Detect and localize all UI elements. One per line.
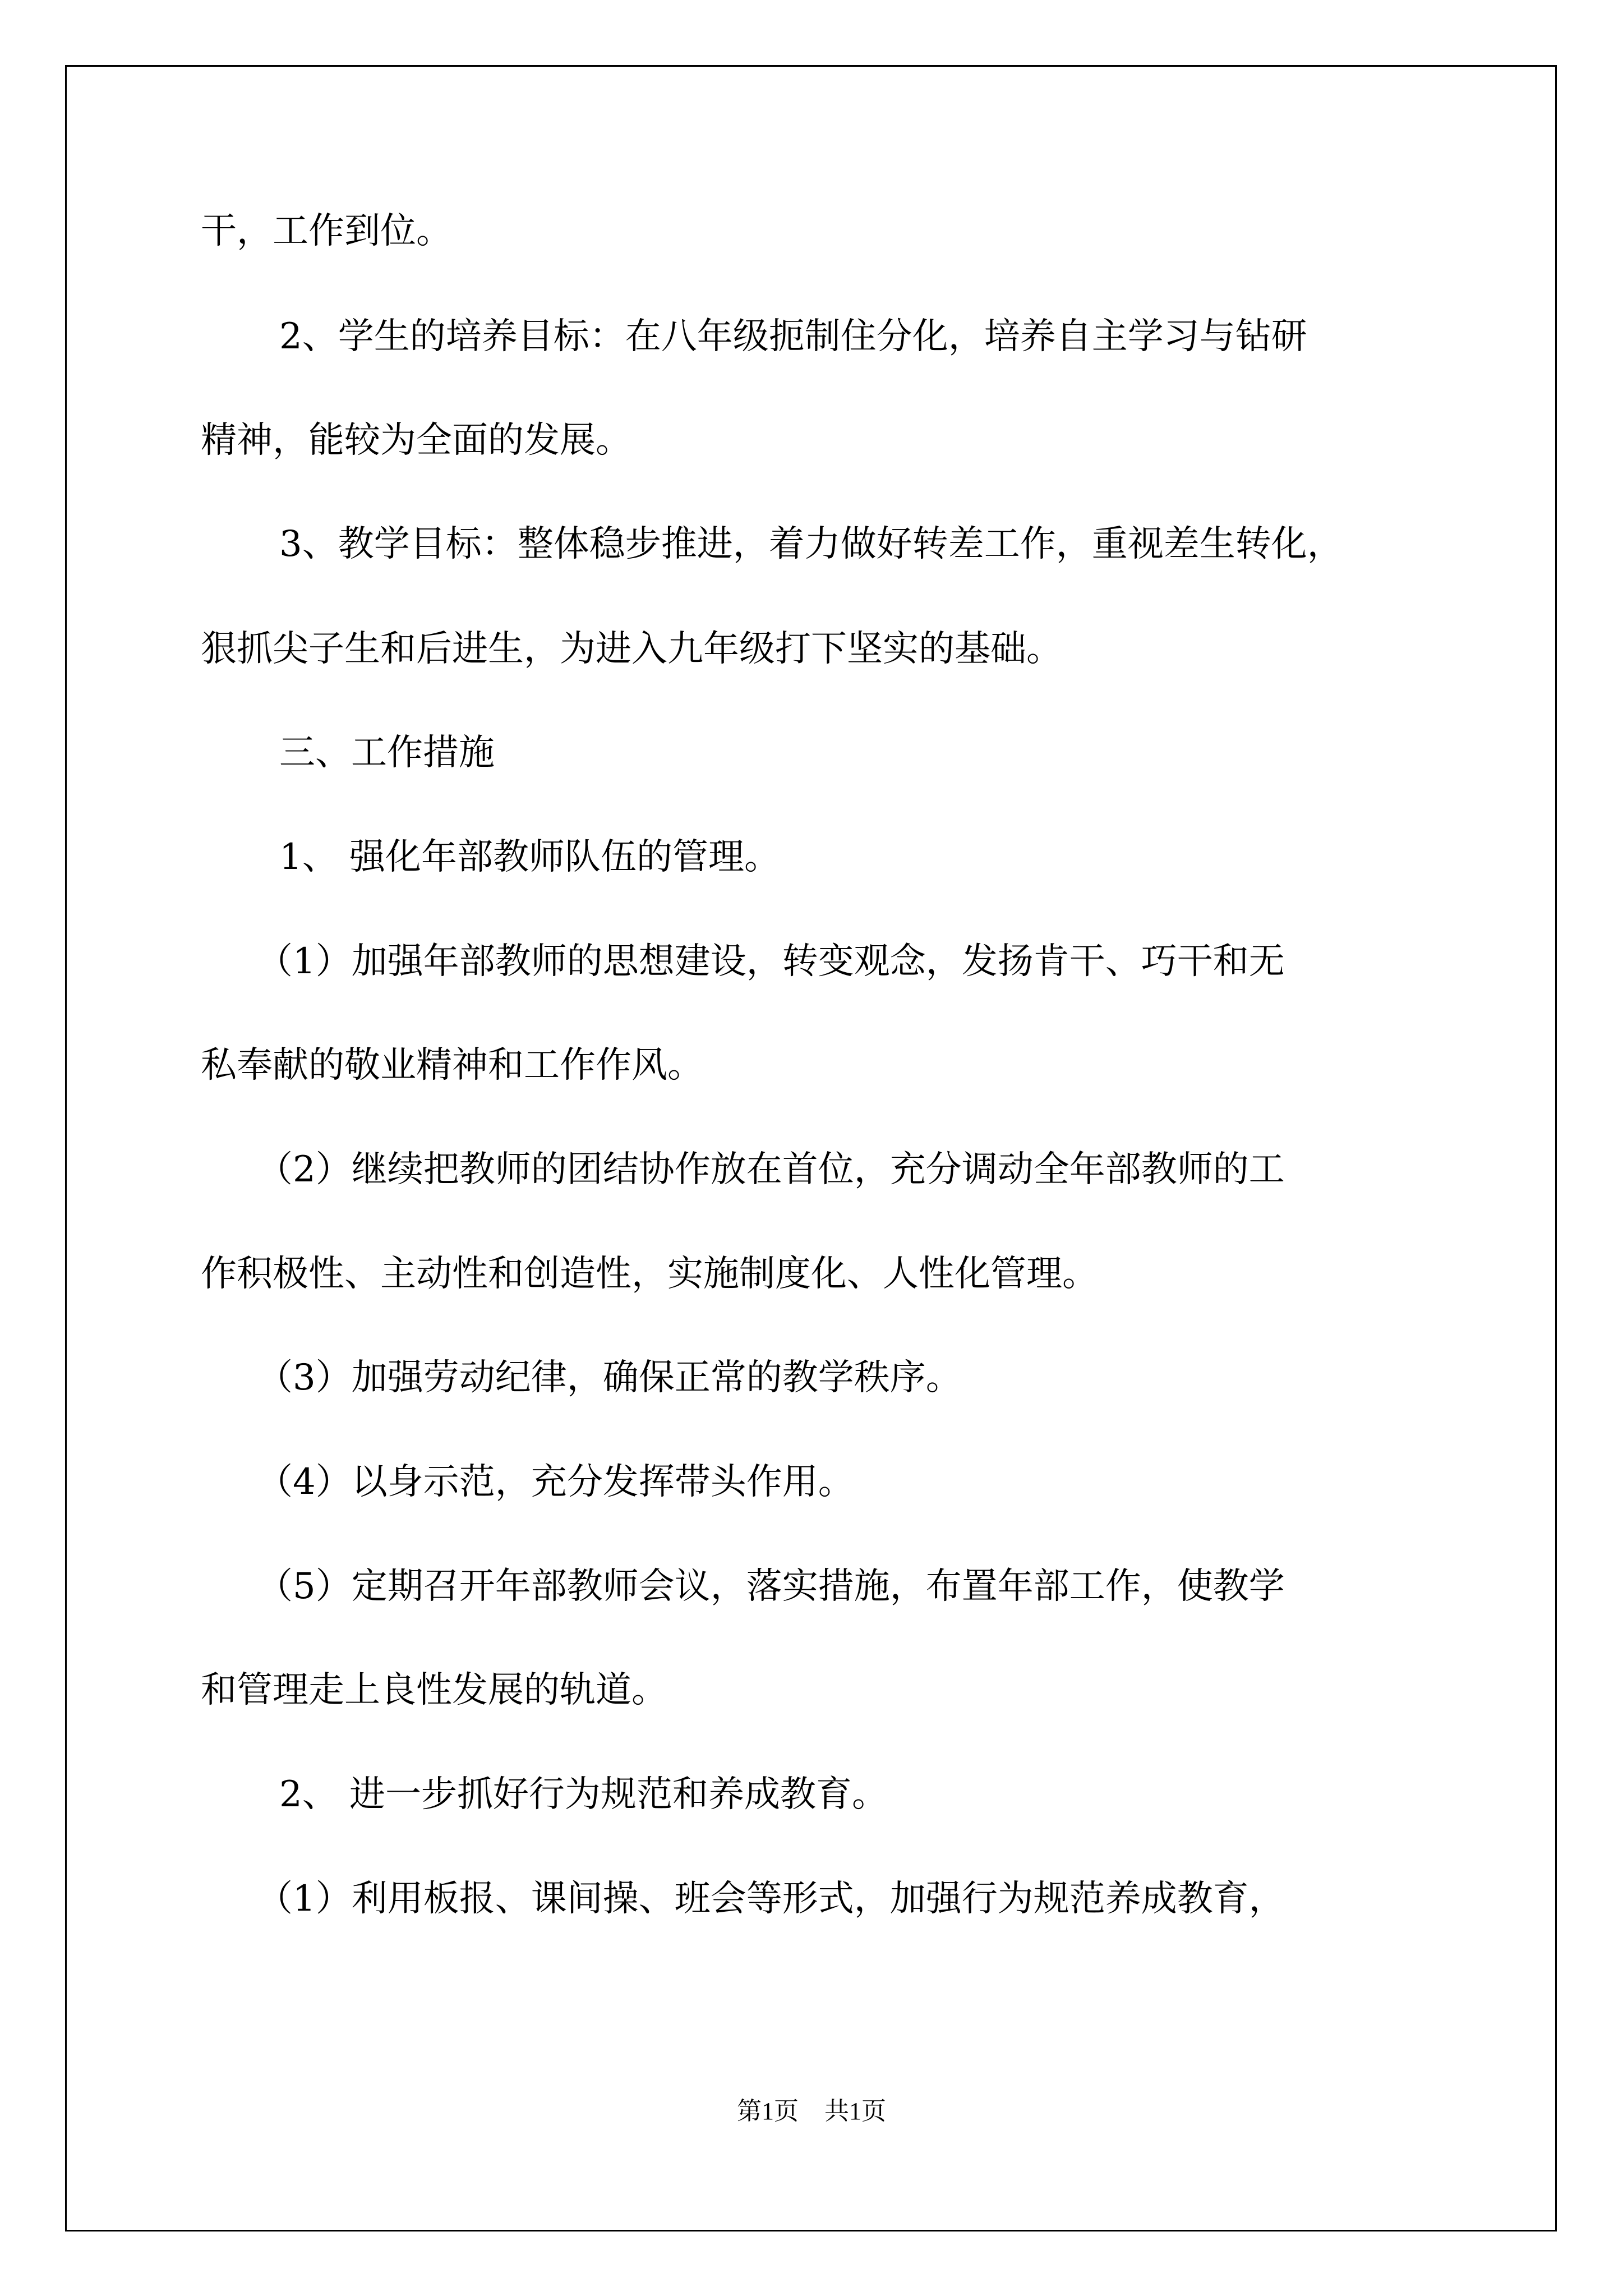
page-number: 第1页 xyxy=(737,2097,799,2125)
text-line: 作积极性、主动性和创造性，实施制度化、人性化管理。 xyxy=(201,1253,1098,1295)
text-line: 精神，能较为全面的发展。 xyxy=(201,420,631,461)
text-line: （4）以身示范，充分发挥带头作用。 xyxy=(257,1461,854,1503)
text-line: 2、学生的培养目标：在八年级扼制住分化，培养自主学习与钻研 xyxy=(279,316,1307,357)
subsection-heading: 2、 进一步抓好行为规范和养成教育。 xyxy=(279,1774,888,1815)
text-line: 3、教学目标：整体稳步推进，着力做好转差工作，重视差生转化， xyxy=(279,523,1343,565)
section-heading: 三、工作措施 xyxy=(279,732,495,774)
text-line: 和管理走上良性发展的轨道。 xyxy=(201,1669,667,1711)
page-footer xyxy=(0,2095,1623,2128)
text-line: （3）加强劳动纪律，确保正常的教学秩序。 xyxy=(257,1357,962,1398)
subsection-heading: 1、 强化年部教师队伍的管理。 xyxy=(279,836,781,878)
text-line: （1）利用板报、课间操、班会等形式，加强行为规范养成教育， xyxy=(257,1878,1285,1920)
text-line: （2）继续把教师的团结协作放在首位，充分调动全年部教师的工 xyxy=(257,1149,1285,1190)
text-line: （5）定期召开年部教师会议，落实措施，布置年部工作，使教学 xyxy=(257,1566,1285,1607)
text-line: （1）加强年部教师的思想建设，转变观念，发扬肯干、巧干和无 xyxy=(257,941,1285,982)
page-total: 共1页 xyxy=(824,2097,886,2125)
text-line: 私奉献的敬业精神和工作作风。 xyxy=(201,1045,703,1086)
text-line: 狠抓尖子生和后进生，为进入九年级打下坚实的基础。 xyxy=(201,628,1062,670)
text-line: 干，工作到位。 xyxy=(201,210,452,252)
